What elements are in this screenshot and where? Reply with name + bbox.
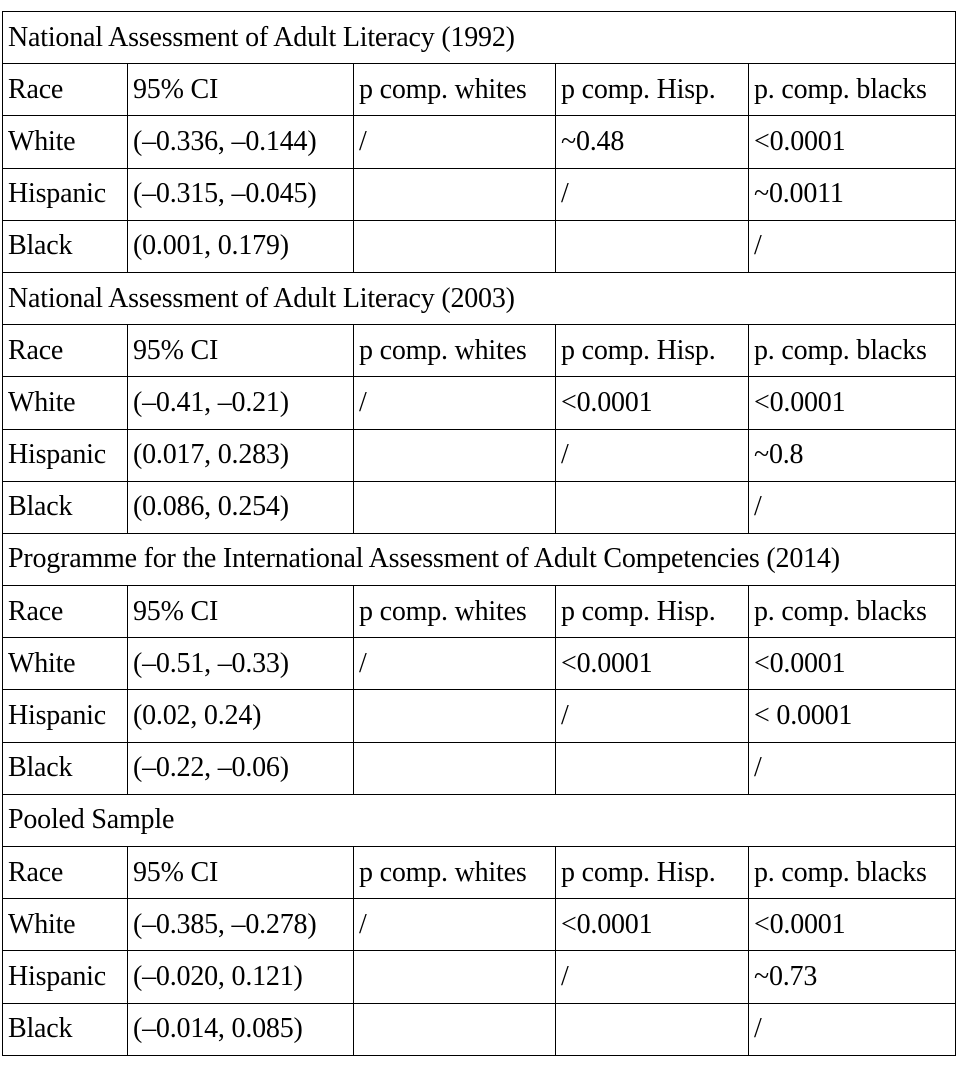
column-header: 95% CI	[128, 847, 354, 899]
column-header: Race	[3, 847, 128, 899]
race-cell: Hispanic	[3, 690, 128, 742]
column-header: p. comp. blacks	[749, 586, 956, 638]
p-blacks-cell: <0.0001	[749, 377, 956, 429]
p-whites-cell: /	[354, 377, 556, 429]
section-title-row	[3, 12, 956, 64]
column-header: p comp. Hisp.	[556, 847, 749, 899]
column-header: p comp. whites	[354, 325, 556, 377]
p-blacks-cell: < 0.0001	[749, 690, 956, 742]
p-blacks-cell: /	[749, 742, 956, 794]
section-title: National Assessment of Adult Literacy (2003)	[3, 272, 956, 324]
p-whites-cell	[354, 429, 556, 481]
table-row	[3, 742, 956, 794]
p-blacks-cell: ~0.73	[749, 951, 956, 1003]
p-blacks-cell: <0.0001	[749, 116, 956, 168]
ci-cell: (–0.020, 0.121)	[128, 951, 354, 1003]
table-row	[3, 116, 956, 168]
p-blacks-cell: ~0.8	[749, 429, 956, 481]
p-whites-cell	[354, 951, 556, 1003]
column-header-row	[3, 586, 956, 638]
race-cell: Hispanic	[3, 168, 128, 220]
ci-cell: (–0.51, –0.33)	[128, 638, 354, 690]
race-cell: Hispanic	[3, 429, 128, 481]
p-hisp-cell: /	[556, 168, 749, 220]
p-hisp-cell: /	[556, 429, 749, 481]
p-blacks-cell: ~0.0011	[749, 168, 956, 220]
p-whites-cell: /	[354, 116, 556, 168]
table-row	[3, 1003, 956, 1055]
p-blacks-cell: /	[749, 481, 956, 533]
ci-cell: (0.017, 0.283)	[128, 429, 354, 481]
table-row	[3, 638, 956, 690]
race-cell: White	[3, 377, 128, 429]
p-hisp-cell: <0.0001	[556, 377, 749, 429]
section-title: Pooled Sample	[3, 794, 956, 846]
p-hisp-cell: <0.0001	[556, 638, 749, 690]
p-hisp-cell	[556, 220, 749, 272]
ci-cell: (–0.385, –0.278)	[128, 899, 354, 951]
race-cell: Black	[3, 220, 128, 272]
section-title-row	[3, 533, 956, 585]
p-hisp-cell: /	[556, 690, 749, 742]
statistics-table	[2, 11, 956, 1056]
table-row	[3, 429, 956, 481]
ci-cell: (–0.014, 0.085)	[128, 1003, 354, 1055]
column-header: p comp. Hisp.	[556, 64, 749, 116]
p-hisp-cell	[556, 1003, 749, 1055]
p-blacks-cell: <0.0001	[749, 638, 956, 690]
race-cell: White	[3, 116, 128, 168]
p-whites-cell	[354, 220, 556, 272]
column-header: Race	[3, 325, 128, 377]
ci-cell: (–0.41, –0.21)	[128, 377, 354, 429]
column-header: 95% CI	[128, 586, 354, 638]
column-header: p comp. Hisp.	[556, 325, 749, 377]
p-whites-cell	[354, 168, 556, 220]
ci-cell: (0.086, 0.254)	[128, 481, 354, 533]
table-row	[3, 168, 956, 220]
ci-cell: (–0.336, –0.144)	[128, 116, 354, 168]
p-hisp-cell: ~0.48	[556, 116, 749, 168]
race-cell: Hispanic	[3, 951, 128, 1003]
section-title-row	[3, 794, 956, 846]
section-title-row	[3, 272, 956, 324]
p-blacks-cell: <0.0001	[749, 899, 956, 951]
p-whites-cell: /	[354, 638, 556, 690]
ci-cell: (–0.22, –0.06)	[128, 742, 354, 794]
p-whites-cell	[354, 1003, 556, 1055]
table-row	[3, 690, 956, 742]
table-body	[3, 12, 956, 1056]
column-header: p. comp. blacks	[749, 847, 956, 899]
column-header: Race	[3, 64, 128, 116]
table-row	[3, 377, 956, 429]
column-header-row	[3, 847, 956, 899]
race-cell: White	[3, 899, 128, 951]
race-cell: Black	[3, 481, 128, 533]
p-blacks-cell: /	[749, 220, 956, 272]
column-header: Race	[3, 586, 128, 638]
column-header: p. comp. blacks	[749, 64, 956, 116]
column-header-row	[3, 325, 956, 377]
race-cell: Black	[3, 742, 128, 794]
column-header: 95% CI	[128, 325, 354, 377]
p-blacks-cell: /	[749, 1003, 956, 1055]
p-whites-cell	[354, 742, 556, 794]
p-whites-cell: /	[354, 899, 556, 951]
p-hisp-cell	[556, 742, 749, 794]
section-title: Programme for the International Assessment of Adult Competencies (2014)	[3, 533, 956, 585]
race-cell: White	[3, 638, 128, 690]
column-header: p comp. whites	[354, 64, 556, 116]
p-hisp-cell: /	[556, 951, 749, 1003]
column-header: p comp. Hisp.	[556, 586, 749, 638]
table-row	[3, 899, 956, 951]
column-header: p comp. whites	[354, 586, 556, 638]
ci-cell: (0.02, 0.24)	[128, 690, 354, 742]
table-row	[3, 481, 956, 533]
table-row	[3, 220, 956, 272]
section-title: National Assessment of Adult Literacy (1992)	[3, 12, 956, 64]
column-header: 95% CI	[128, 64, 354, 116]
p-hisp-cell	[556, 481, 749, 533]
table-row	[3, 951, 956, 1003]
ci-cell: (–0.315, –0.045)	[128, 168, 354, 220]
ci-cell: (0.001, 0.179)	[128, 220, 354, 272]
column-header: p. comp. blacks	[749, 325, 956, 377]
p-hisp-cell: <0.0001	[556, 899, 749, 951]
column-header: p comp. whites	[354, 847, 556, 899]
p-whites-cell	[354, 690, 556, 742]
race-cell: Black	[3, 1003, 128, 1055]
p-whites-cell	[354, 481, 556, 533]
column-header-row	[3, 64, 956, 116]
